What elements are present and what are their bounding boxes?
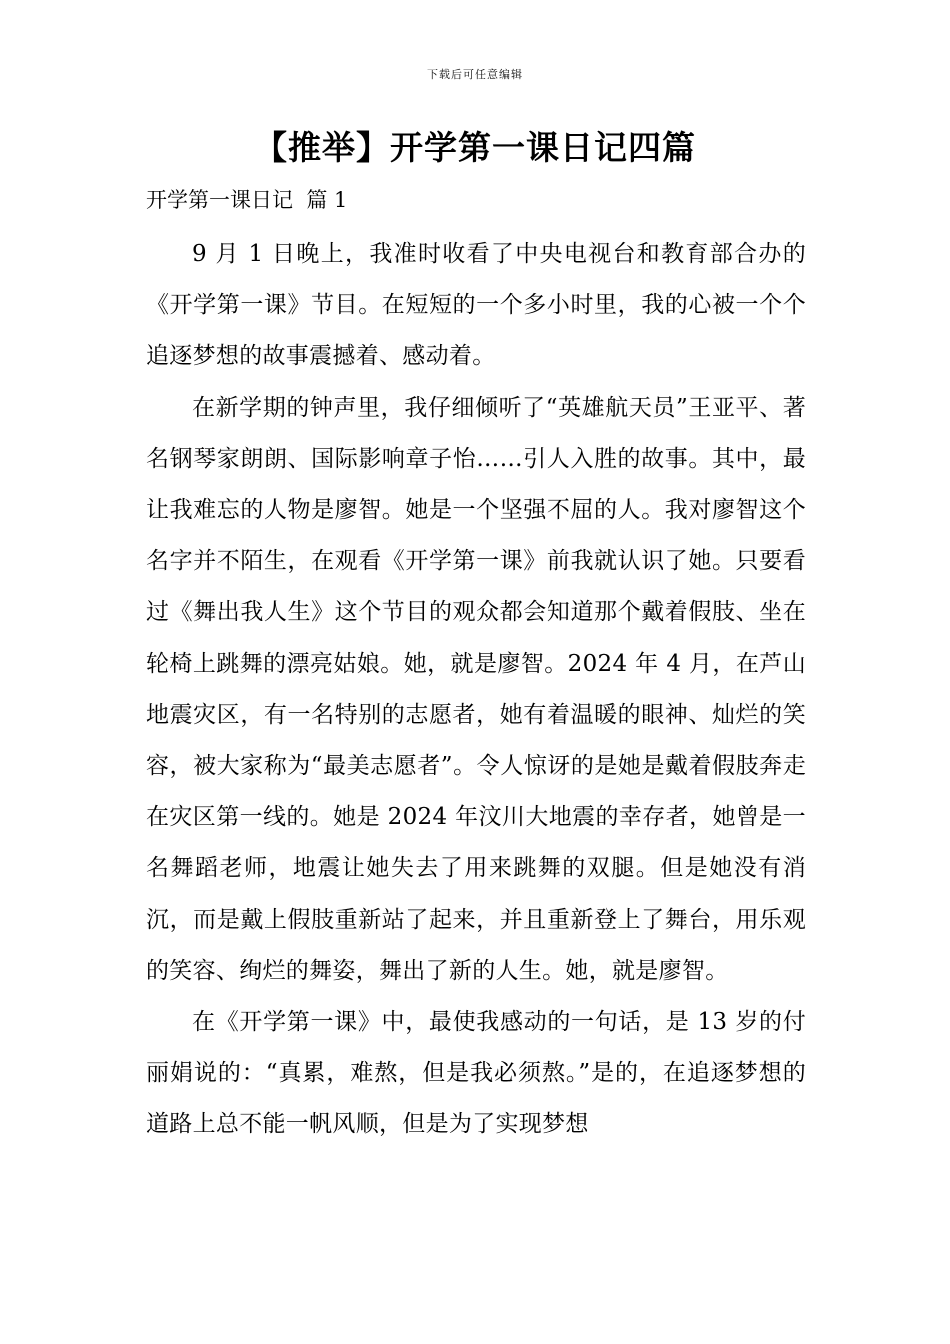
paragraph: 9 月 1 日晚上，我准时收看了中央电视台和教育部合办的《开学第一课》节目。在短短的一个多小时里，我的心被一个个追逐梦想的故事震撼着、感动着。	[146, 241, 806, 370]
paragraph: 在《开学第一课》中，最使我感动的一句话，是 13 岁的付丽娟说的：“真累，难熬，但是我必须熬。”是的，在追逐梦想的道路上总不能一帆风顺，但是为了实现梦想	[146, 1009, 806, 1138]
document-title: 【推举】开学第一课日记四篇	[254, 128, 696, 167]
document-body	[146, 229, 806, 1151]
section-heading: 开学第一课日记 篇 1	[146, 188, 348, 212]
paragraph: 在新学期的钟声里，我仔细倾听了“英雄航天员”王亚平、著名钢琴家朗朗、国际影响章子怡……引人入胜的故事。其中，最让我难忘的人物是廖智。她是一个坚强不屈的人。我对廖智这个名字并不陌生，在观看《开学第一课》前我就认识了她。只要看过《舞出我人生》这个节目的观众都会知道那个戴着假肢、坐在轮椅上跳舞的漂亮姑娘。她，就是廖智。2024 年 4 月，在芦山地震灾区，有一名特别的志愿者，她有着温暖的眼神、灿烂的笑容，被大家称为“最美志愿者”。令人惊讶的是她是戴着假肢奔走在灾区第一线的。她是 2024 年汶川大地震的幸存者，她曾是一名舞蹈老师，地震让她失去了用来跳舞的双腿。但是她没有消沉，而是戴上假肢重新站了起来，并且重新登上了舞台，用乐观的笑容、绚烂的舞姿，舞出了新的人生。她，就是廖智。	[146, 394, 806, 984]
header-note: 下载后可任意编辑	[427, 68, 523, 81]
